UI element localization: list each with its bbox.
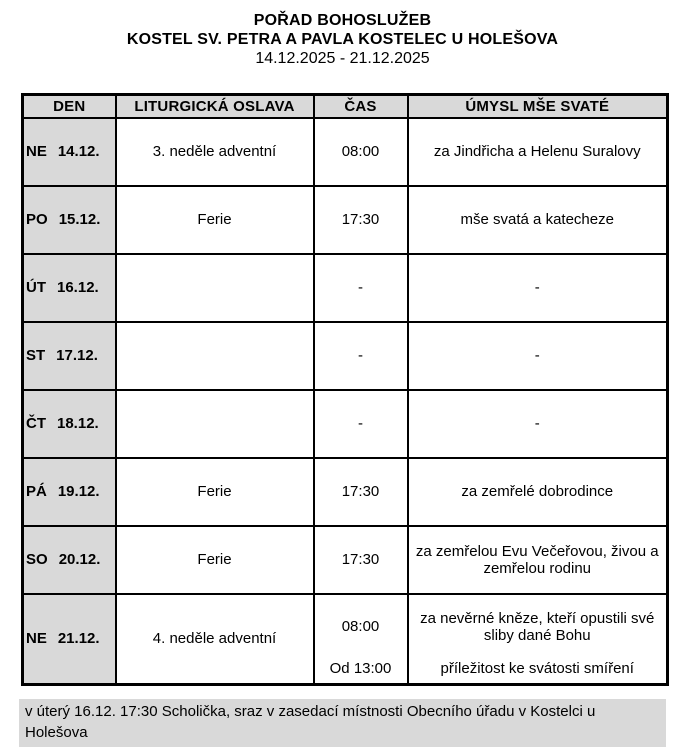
celebration-cell (116, 390, 314, 458)
table-row (23, 118, 668, 186)
document-header (0, 0, 685, 68)
celebration-cell: Ferie (116, 458, 314, 526)
intention-afternoon: příležitost ke svátosti smíření (440, 659, 634, 677)
day-cell (23, 458, 116, 526)
day-abbrev: ÚT (26, 279, 46, 296)
celebration-cell: Ferie (116, 526, 314, 594)
celebration-cell: 4. neděle adventní (116, 594, 314, 685)
day-date: 18.12. (57, 415, 99, 432)
time-cell: 17:30 (314, 458, 408, 526)
intention-cell: mše svatá a katecheze (408, 186, 668, 254)
table-header-row (23, 95, 668, 118)
day-cell (23, 118, 116, 186)
page-title: POŘAD BOHOSLUŽEB (253, 12, 432, 29)
day-abbrev: PO (26, 211, 48, 228)
day-cell (23, 186, 116, 254)
table-row (23, 458, 668, 526)
day-cell (23, 322, 116, 390)
intention-cell: za zemřelé dobrodince (408, 458, 668, 526)
intention-morning: za nevěrné kněze, kteří opustili své sliby dané Bohu (420, 609, 655, 644)
day-abbrev: NE (26, 143, 47, 160)
time-cell: - (314, 322, 408, 390)
day-cell (23, 254, 116, 322)
time-afternoon: Od 13:00 (329, 659, 392, 677)
time-cell: 17:30 (314, 526, 408, 594)
time-morning: 08:00 (341, 618, 380, 635)
day-date: 20.12. (58, 551, 101, 568)
intention-cell: - (408, 254, 668, 322)
celebration-cell: 3. neděle adventní (116, 118, 314, 186)
date-range: 14.12.2025 - 21.12.2025 (255, 50, 430, 67)
table-row (23, 594, 668, 685)
footer-note: v úterý 16.12. 17:30 Scholička, sraz v zasedací místnosti Obecního úřadu v Kostelci u Holešova (19, 699, 666, 747)
day-abbrev: NE (26, 630, 47, 647)
church-name: KOSTEL SV. PETRA A PAVLA KOSTELEC U HOLEŠOVA (126, 31, 559, 48)
day-abbrev: SO (26, 551, 48, 568)
schedule-table (21, 93, 669, 686)
day-date: 19.12. (57, 483, 100, 500)
day-cell (23, 390, 116, 458)
day-cell (23, 526, 116, 594)
column-header-umysl: ÚMYSL MŠE SVATÉ (408, 95, 668, 118)
table-row (23, 390, 668, 458)
day-date: 15.12. (58, 211, 101, 228)
table-row (23, 186, 668, 254)
time-cell: 17:30 (314, 186, 408, 254)
day-date: 21.12. (57, 630, 100, 647)
day-abbrev: ST (26, 347, 46, 364)
celebration-cell (116, 322, 314, 390)
day-date: 14.12. (57, 143, 100, 160)
time-cell: - (314, 390, 408, 458)
column-header-cas: ČAS (314, 95, 408, 118)
intention-cell: za zemřelou Evu Večeřovou, živou a zemřelou rodinu (408, 526, 668, 594)
table-row (23, 322, 668, 390)
time-cell (314, 594, 408, 685)
celebration-cell (116, 254, 314, 322)
celebration-cell: Ferie (116, 186, 314, 254)
intention-cell: za Jindřicha a Helenu Suralovy (408, 118, 668, 186)
table-row (23, 526, 668, 594)
table-row (23, 254, 668, 322)
day-date: 16.12. (57, 279, 99, 296)
intention-cell: - (408, 390, 668, 458)
time-cell: 08:00 (314, 118, 408, 186)
column-header-liturgicka-oslava: LITURGICKÁ OSLAVA (116, 95, 314, 118)
day-cell (23, 594, 116, 685)
day-date: 17.12. (56, 347, 98, 364)
day-abbrev: PÁ (26, 483, 47, 500)
intention-cell: - (408, 322, 668, 390)
day-abbrev: ČT (26, 415, 46, 432)
intention-cell (408, 594, 668, 685)
column-header-den: DEN (23, 95, 116, 118)
time-cell: - (314, 254, 408, 322)
